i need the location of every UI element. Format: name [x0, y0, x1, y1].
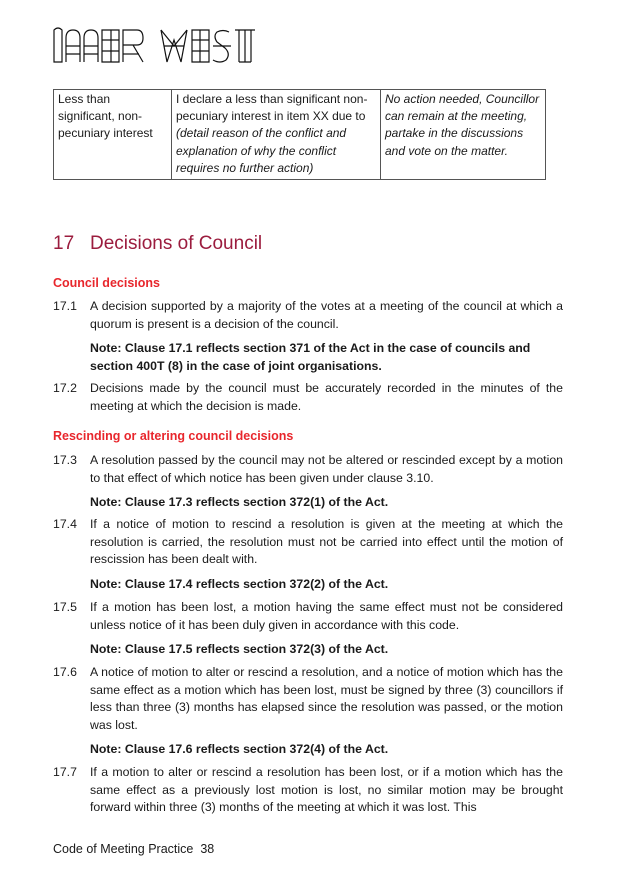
table-cell-declaration: [172, 90, 381, 180]
footer-doc-title: Code of Meeting Practice: [53, 842, 194, 856]
clause-17-7: [53, 764, 563, 817]
clause-17-2: [53, 380, 563, 415]
clause-number: 17.6: [53, 665, 77, 679]
clause-note: Note: Clause 17.3 reflects section 372(1) of the Act.: [90, 495, 389, 509]
subheading-council-decisions: Council decisions: [53, 276, 160, 290]
footer-page-number: 38: [200, 842, 215, 856]
clause-note: Note: Clause 17.6 reflects section 372(4) of the Act.: [90, 742, 389, 756]
clause-text: A decision supported by a majority of the votes at a meeting of the council at which a quorum is present is a decision of the council.: [90, 299, 563, 331]
table-row: [54, 90, 546, 180]
clause-number: 17.4: [53, 517, 77, 531]
inner-west-logo: [53, 26, 287, 66]
clause-17-3: [53, 452, 563, 487]
clause-17-4: [53, 516, 563, 569]
clause-text: A notice of motion to alter or rescind a resolution, and a notice of motion which has the same effect as a motion which has been lost, must be signed by three (3) councillors if less than three (3) months has elapsed since the resolution was passed, or the motion was lost.: [90, 665, 563, 732]
clause-text: Decisions made by the council must be accurately recorded in the minutes of the meeting at which the decision is made.: [90, 381, 563, 413]
section-title: Decisions of Council: [90, 233, 263, 254]
section-heading: [53, 233, 262, 255]
clause-note: Note: Clause 17.4 reflects section 372(2) of the Act.: [90, 577, 389, 591]
clause-17-5: [53, 599, 563, 634]
section-number: 17: [53, 233, 75, 254]
clause-number: 17.7: [53, 765, 77, 779]
clause-text: If a motion to alter or rescind a resolution has been lost, or if a motion which has the same effect as a previously lost motion is lost, no similar motion may be brought forward within three (3) months of the meeting at which it was lost. This: [90, 765, 563, 815]
clause-number: 17.2: [53, 381, 77, 395]
clause-number: 17.1: [53, 299, 77, 313]
clause-note: Note: Clause 17.1 reflects section 371 of the Act in the case of councils and section 400T (8) in the case of joint organisations.: [90, 341, 531, 373]
table-cell-interest-type: Less than significant, non-pecuniary interest: [54, 90, 172, 180]
conflict-declaration-table: [53, 89, 546, 180]
subheading-rescinding: Rescinding or altering council decisions: [53, 429, 294, 443]
clause-text: If a motion has been lost, a motion having the same effect must not be considered unless notice of it has been duly given in accordance with this code.: [90, 600, 563, 632]
clause-text: A resolution passed by the council may not be altered or rescinded except by a motion to that effect of which notice has been given under clause 3.10.: [90, 453, 563, 485]
clause-text: If a notice of motion to rescind a resolution is given at the meeting at which the resolution is carried, the resolution must not be carried into effect until the motion of rescission has been dealt with.: [90, 517, 563, 567]
clause-note: Note: Clause 17.5 reflects section 372(3) of the Act.: [90, 642, 389, 656]
clause-17-6: [53, 664, 563, 734]
declaration-italic-text: (detail reason of the conflict and explanation of why the conflict requires no further action): [176, 126, 347, 175]
declaration-text: I declare a less than significant non-pecuniary interest in item XX due to: [176, 92, 368, 124]
clause-number: 17.5: [53, 600, 77, 614]
clause-number: 17.3: [53, 453, 77, 467]
clause-17-1: [53, 298, 563, 333]
table-cell-action: No action needed, Councillor can remain at the meeting, partake in the discussions and vote on the matter.: [381, 90, 546, 180]
page-footer: [53, 842, 214, 856]
